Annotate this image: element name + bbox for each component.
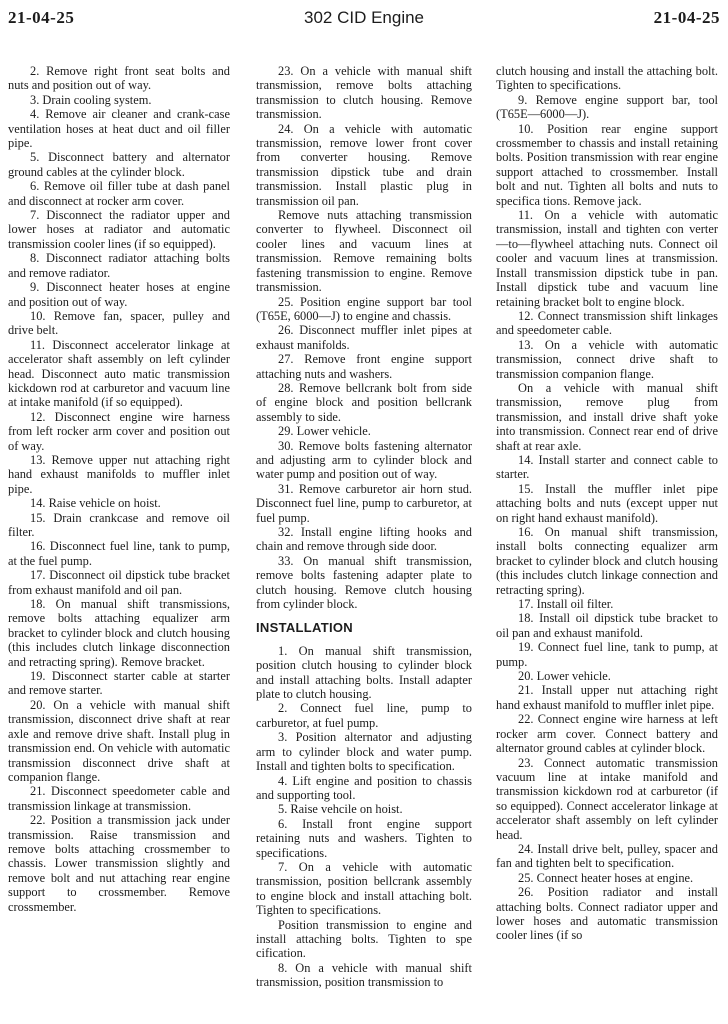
installation-heading: INSTALLATION xyxy=(256,620,353,636)
procedure-step: 11. On a vehicle with automatic transmission, install and tighten con verter—to—flywheel attaching nuts. Connect oil cooler and vacuum lines at transmission. Install transmission dipstick tube in pan. Install dipstick tube and vacuum line retaining bracket bolt to engine block. xyxy=(496,208,718,309)
column-left xyxy=(8,64,230,914)
procedure-step: 31. Remove carburetor air horn stud. Disconnect fuel line, pump to carburetor, at fuel pump. xyxy=(256,481,472,525)
procedure-step: 11. Disconnect accelerator linkage at accelerator shaft assembly on left cylinder head. Disconnect auto matic transmission kickdown rod at carburetor and vacuum line at intake manifold (if so equipped). xyxy=(8,337,230,410)
procedure-step: 30. Remove bolts fastening alternator and adjusting arm to cylinder block and water pump and position out of way. xyxy=(256,438,472,482)
procedure-step: 13. On a vehicle with automatic transmission, connect drive shaft to transmission companion flange. xyxy=(496,337,718,381)
step-continuation: clutch housing and install the attaching bolt. Tighten to specifications. xyxy=(496,64,718,93)
procedure-step: 32. Install engine lifting hooks and chain and remove through side door. xyxy=(256,525,472,554)
procedure-step: 29. Lower vehicle. xyxy=(278,424,371,439)
page-header xyxy=(0,6,728,30)
procedure-step: 20. On a vehicle with manual shift transmission, disconnect drive shaft at rear axle and remove drive shaft. Install plug in transmission end. On vehicle with automatic transmission disconnect drive shaft at companion flange. xyxy=(8,697,230,784)
removal-steps-continued xyxy=(256,64,472,611)
procedure-step: 3. Drain cooling system. xyxy=(30,92,152,107)
procedure-step: 10. Position rear engine support crossmember to chassis and install retaining bolts. Position transmission with rear engine support attached to crossmember. Install bolt and nut. Tighten all bolts and nuts to specifica tions. Remove jack. xyxy=(496,121,718,208)
procedure-step: 26. Position radiator and install attaching bolts. Connect radiator upper and lower hoses and automatic transmission cooler lines (if so xyxy=(496,885,718,943)
installation-steps xyxy=(256,644,472,990)
procedure-step: 18. On manual shift transmissions, remove bolts attaching equalizer arm bracket to cylinder block and clutch housing (this includes clutch linkage disconnection and retracting spring). Remove bracket. xyxy=(8,597,230,669)
procedure-step: 14. Install starter and connect cable to starter. xyxy=(496,452,718,482)
procedure-step: 4. Lift engine and position to chassis and supporting tool. xyxy=(256,773,472,802)
procedure-step: 2. Connect fuel line, pump to carburetor, at fuel pump. xyxy=(256,701,472,730)
procedure-step: 6. Install front engine support retaining nuts and washers. Tighten to specifications. xyxy=(256,816,472,860)
procedure-step: 8. Disconnect radiator attaching bolts and remove radiator. xyxy=(8,251,230,280)
procedure-step: 19. Connect fuel line, tank to pump, at pump. xyxy=(496,640,718,669)
procedure-step: Position transmission to engine and install attaching bolts. Tighten to spe cification. xyxy=(256,917,472,961)
procedure-step: 12. Disconnect engine wire harness from left rocker arm cover and position out of way. xyxy=(8,409,230,453)
procedure-step: 4. Remove air cleaner and crank-case ventilation hoses at heat duct and oil filler pipe. xyxy=(8,107,230,151)
procedure-step: 2. Remove right front seat bolts and nuts and position out of way. xyxy=(8,64,230,93)
procedure-step: 27. Remove front engine support attaching nuts and washers. xyxy=(256,352,472,381)
column-right xyxy=(496,64,718,943)
procedure-step: 19. Disconnect starter cable at starter and remove starter. xyxy=(8,669,230,698)
procedure-step: 25. Position engine support bar tool (T65E, 6000—J) to engine and chassis. xyxy=(256,294,472,323)
procedure-step: 15. Drain crankcase and remove oil filter. xyxy=(8,510,230,539)
procedure-step: 21. Disconnect speedometer cable and transmission linkage at transmission. xyxy=(8,784,230,813)
procedure-step: 9. Disconnect heater hoses at engine and position out of way. xyxy=(8,280,230,309)
procedure-step: 5. Disconnect battery and alternator ground cables at the cylinder block. xyxy=(8,150,230,179)
procedure-step: 18. Install oil dipstick tube bracket to oil pan and exhaust manifold. xyxy=(496,611,718,640)
page-number-left: 21-04-25 xyxy=(8,8,75,27)
procedure-step: 9. Remove engine support bar, tool (T65E—6000—J). xyxy=(496,92,718,122)
procedure-step: 17. Disconnect oil dipstick tube bracket from exhaust manifold and oil pan. xyxy=(8,568,230,597)
procedure-step: 28. Remove bellcrank bolt from side of engine block and position bellcrank assembly to side. xyxy=(256,380,472,424)
procedure-step: 24. Install drive belt, pulley, spacer and fan and tighten belt to specification. xyxy=(496,841,718,871)
procedure-step: Remove nuts attaching transmission converter to flywheel. Disconnect oil cooler lines and vacuum lines at transmission. Remove remaining bolts fastening transmission to engine. Remove transmission. xyxy=(256,208,472,295)
procedure-step: 8. On a vehicle with manual shift transmission, position transmission to xyxy=(256,960,472,990)
procedure-step: 7. On a vehicle with automatic transmission, position bellcrank assembly to engine block and install attaching bolt. Tighten to specifications. xyxy=(256,859,472,918)
procedure-step: 23. On a vehicle with manual shift transmission, remove bolts attaching transmission to clutch housing. Remove transmission. xyxy=(256,64,472,122)
procedure-step: 24. On a vehicle with automatic transmission, remove lower front cover from converter housing. Remove transmission dipstick tube and drain transmission. Install plastic plug in transmission oil pan. xyxy=(256,121,472,208)
procedure-step: 33. On manual shift transmission, remove bolts fastening adapter plate to clutch housing. Remove clutch housing from cylinder block. xyxy=(256,553,472,612)
page-title: 302 CID Engine xyxy=(303,8,425,27)
procedure-step: 20. Lower vehicle. xyxy=(518,669,611,684)
procedure-step: 15. Install the muffler inlet pipe attaching bolts and nuts (except upper nut on right hand exhaust manifold). xyxy=(496,481,718,525)
procedure-step: 23. Connect automatic transmission vacuum line at intake manifold and transmission kickdown rod at carburetor (if so equipped). Connect accelerator linkage at accelerator shaft assembly on left cylinder head. xyxy=(496,755,718,842)
procedure-step: On a vehicle with manual shift transmission, remove plug from transmission, and install drive shaft yoke into transmission. Connect rear end of drive shaft at rear axle. xyxy=(496,380,718,453)
page-number-right: 21-04-25 xyxy=(653,8,720,27)
installation-steps-continued xyxy=(496,93,718,943)
procedure-step: 17. Install oil filter. xyxy=(518,597,614,612)
procedure-step: 3. Position alternator and adjusting arm to cylinder block and water pump. Install and tighten bolts to specification. xyxy=(256,730,472,774)
procedure-step: 21. Install upper nut attaching right hand exhaust manifold to muffler inlet pipe. xyxy=(496,683,718,712)
column-middle xyxy=(256,64,472,990)
procedure-step: 13. Remove upper nut attaching right hand exhaust manifolds to muffler inlet pipe. xyxy=(8,452,230,496)
procedure-step: 16. Disconnect fuel line, tank to pump, at the fuel pump. xyxy=(8,539,230,568)
procedure-step: 5. Raise vehcile on hoist. xyxy=(278,802,403,817)
procedure-step: 7. Disconnect the radiator upper and lower hoses at radiator and automatic transmission cooler lines (if so equipped). xyxy=(8,208,230,251)
procedure-step: 1. On manual shift transmission, position clutch housing to cylinder block and install attaching bolts. Install adapter plate to clutch housing. xyxy=(256,643,472,702)
procedure-step: 12. Connect transmission shift linkages and speedometer cable. xyxy=(496,308,718,338)
procedure-step: 6. Remove oil filler tube at dash panel and disconnect at rocker arm cover. xyxy=(8,179,230,208)
procedure-step: 16. On manual shift transmission, install bolts connecting equalizer arm bracket to cylinder block and clutch housing (this includes clutch linkage connection and retracting spring). xyxy=(496,525,718,597)
procedure-step: 14. Raise vehicle on hoist. xyxy=(30,496,161,511)
procedure-step: 22. Position a transmission jack under transmission. Raise transmission and remove bolts attaching crossmember to chassis. Lower transmission slightly and remove bolt and nut attaching rear engine support to crossmember. Remove crossmember. xyxy=(8,813,230,914)
procedure-step: 25. Connect heater hoses at engine. xyxy=(518,870,694,885)
procedure-step: 26. Disconnect muffler inlet pipes at exhaust manifolds. xyxy=(256,323,472,352)
procedure-step: 10. Remove fan, spacer, pulley and drive belt. xyxy=(8,308,230,338)
procedure-step: 22. Connect engine wire harness at left rocker arm cover. Connect battery and alternator ground cables at cylinder block. xyxy=(496,712,718,756)
